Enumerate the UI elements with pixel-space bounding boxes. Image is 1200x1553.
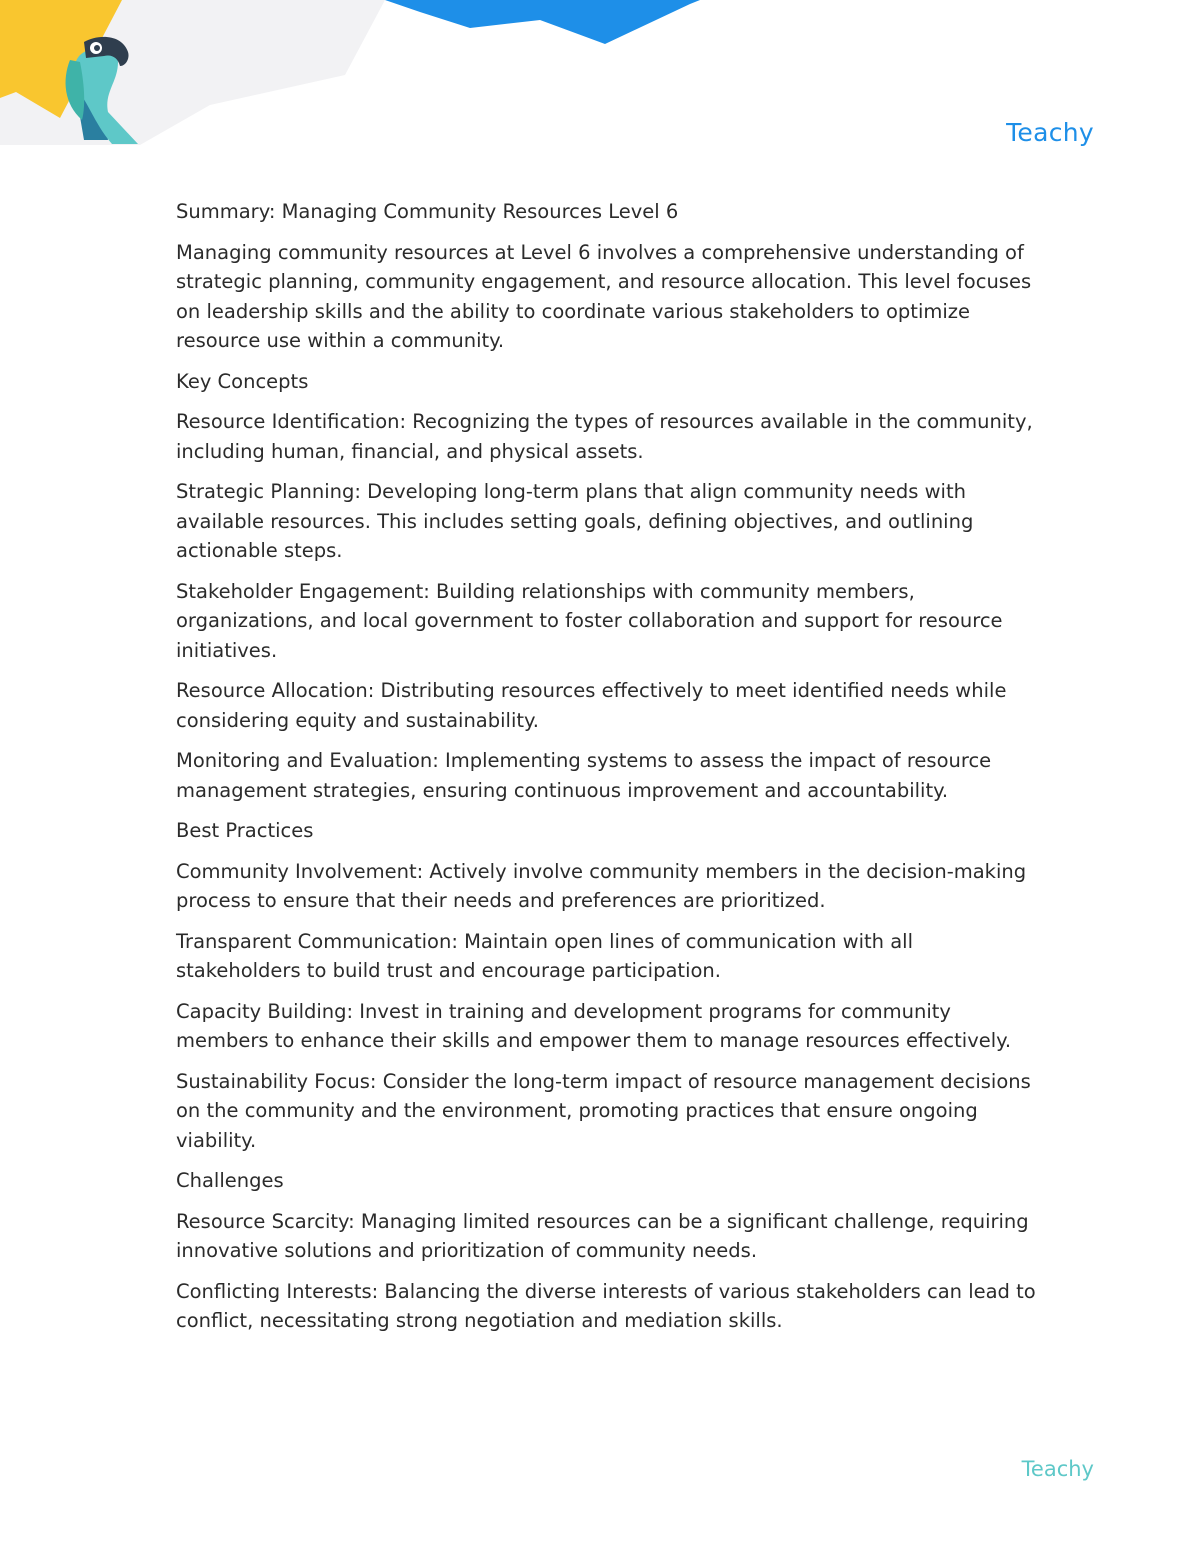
header-decoration bbox=[0, 0, 1200, 200]
best-practice-item: Capacity Building: Invest in training and development programs for community members to enhance their skills and empower them to manage resources effectively. bbox=[176, 999, 1012, 1052]
key-concept-item: Strategic Planning: Developing long-term plans that align community needs with available resources. This includes setting goals, defining objectives, and outlining actionable steps. bbox=[176, 480, 974, 562]
teachy-brand-header: Teachy bbox=[1006, 118, 1094, 147]
best-practice-item: Transparent Communication: Maintain open lines of communication with all stakeholders to build trust and encourage participation. bbox=[176, 929, 913, 982]
document-title: Summary: Managing Community Resources Level 6 bbox=[176, 200, 679, 223]
best-practice-item: Community Involvement: Actively involve community members in the decision-making process to ensure that their needs and preferences are prioritized. bbox=[176, 859, 1027, 912]
challenges-heading: Challenges bbox=[176, 1169, 284, 1192]
key-concept-item: Monitoring and Evaluation: Implementing systems to assess the impact of resource management strategies, ensuring continuous improvement and accountability. bbox=[176, 749, 992, 802]
key-concept-item: Resource Identification: Recognizing the types of resources available in the community, including human, financial, and physical assets. bbox=[176, 410, 1033, 463]
intro-paragraph: Managing community resources at Level 6 involves a comprehensive understanding of strategic planning, community engagement, and resource allocation. This level focuses on leadership skills and the ability to coordinate various stakeholders to optimize resource use within a community. bbox=[176, 240, 1032, 352]
teachy-brand-footer: Teachy bbox=[1021, 1457, 1094, 1481]
blue-shape bbox=[385, 0, 700, 44]
key-concept-item: Resource Allocation: Distributing resources effectively to meet identified needs while considering equity and sustainability. bbox=[176, 679, 1007, 732]
best-practices-heading: Best Practices bbox=[176, 819, 314, 842]
best-practice-item: Sustainability Focus: Consider the long-term impact of resource management decisions on the community and the environment, promoting practices that ensure ongoing viability. bbox=[176, 1069, 1031, 1152]
key-concepts-heading: Key Concepts bbox=[176, 369, 309, 393]
challenge-item: Resource Scarcity: Managing limited resources can be a significant challenge, requiring innovative solutions and prioritization of community needs. bbox=[176, 1209, 1029, 1262]
challenge-item: Conflicting Interests: Balancing the diverse interests of various stakeholders can lead to conflict, necessitating strong negotiation and mediation skills. bbox=[176, 1279, 1036, 1332]
key-concept-item: Stakeholder Engagement: Building relationships with community members, organizations, and local government to foster collaboration and support for resource initiatives. bbox=[176, 579, 1003, 662]
document-body bbox=[176, 197, 1036, 1347]
